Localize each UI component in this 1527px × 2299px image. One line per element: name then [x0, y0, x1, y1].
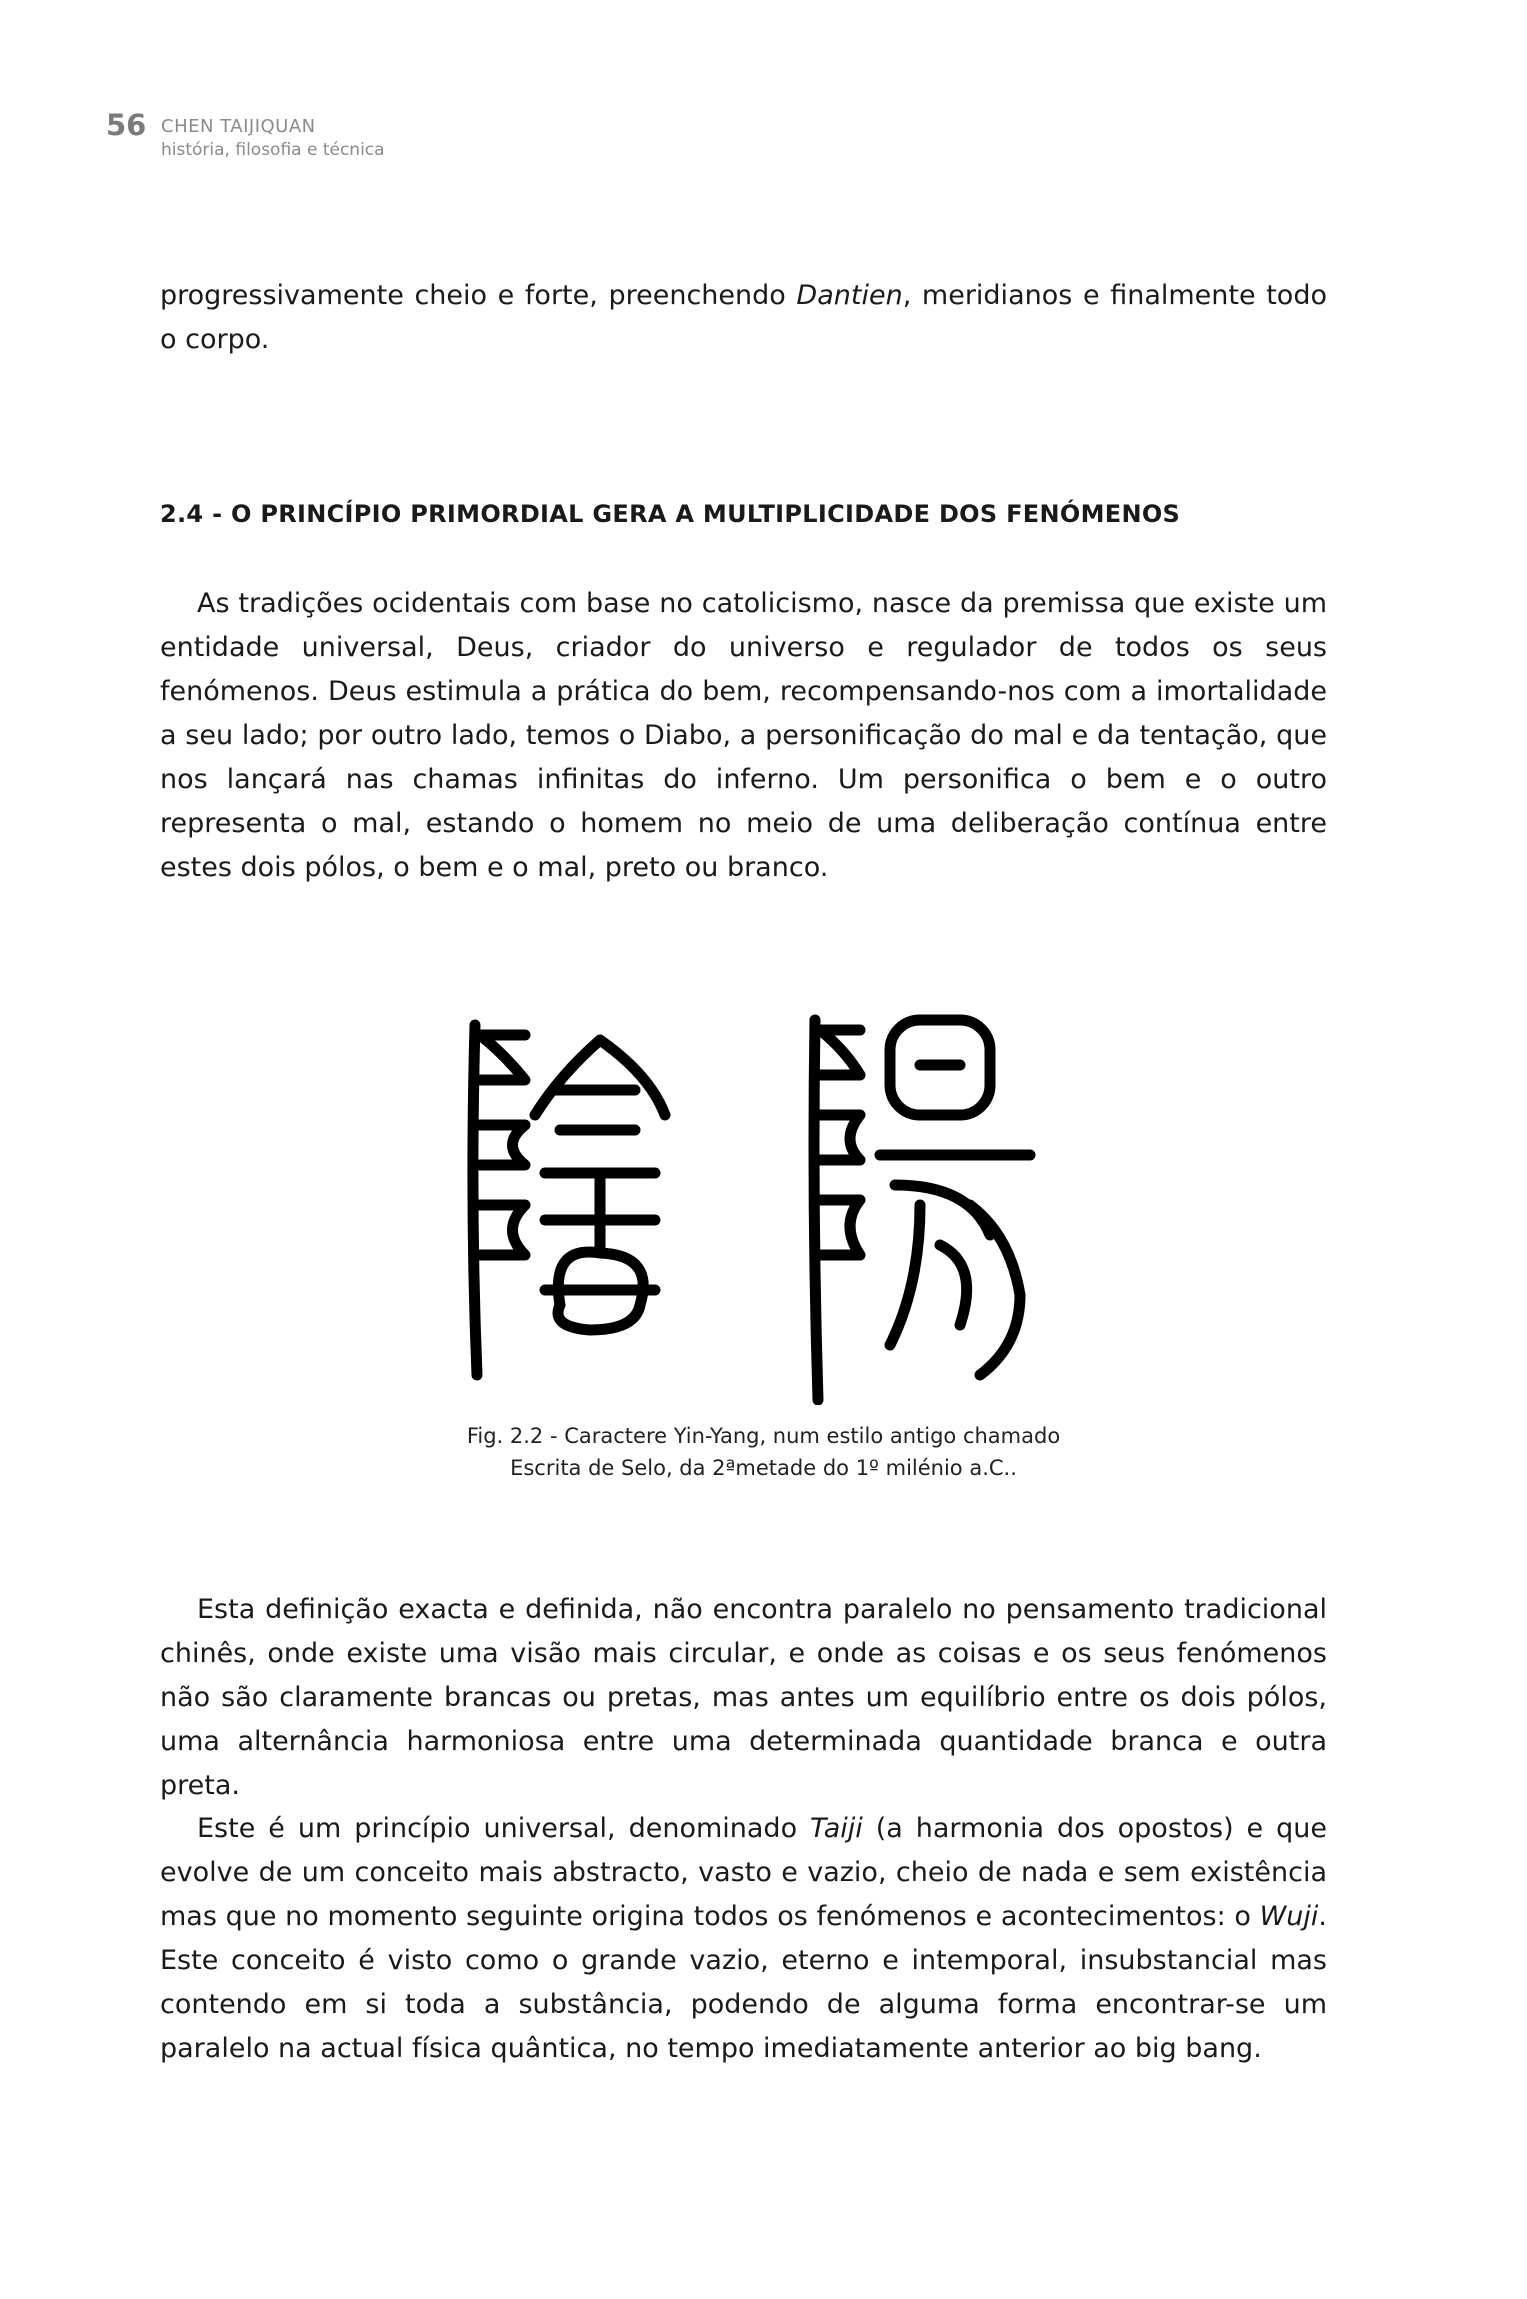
emphasis: Dantien: [796, 280, 903, 311]
emphasis: Wuji: [1259, 1901, 1319, 1932]
book-title: CHEN TAIJIQUAN: [161, 116, 316, 137]
yang-character: [814, 1020, 1030, 1400]
text: , meridianos e finalmente todo o corpo.: [160, 280, 1327, 355]
paragraph: [160, 1807, 1327, 2071]
text: (a harmonia dos opostos) e que evolve de um conceito mais abstracto, vasto e vazio, cheio de nada e sem existência mas que no momento seguinte origina todos os fenómenos e acontecimentos: o: [160, 1813, 1327, 1932]
caption-line: Fig. 2.2 - Caractere Yin-Yang, num estilo antigo chamado: [466, 1424, 1061, 1448]
seal-script-yin-yang-figure: [450, 1005, 1070, 1405]
text: Este é um princípio universal, denominado: [197, 1813, 811, 1844]
yin-character: [473, 1025, 665, 1375]
paragraph: Esta definição exacta e definida, não encontra paralelo no pensamento tradicional chinês, onde existe uma visão mais circular, e onde as coisas e os seus fenómenos não são claramente brancas ou pretas, mas antes um equilíbrio entre os dois pólos, uma alternância harmoniosa entre uma determinada quantidade branca e outra preta.: [160, 1594, 1327, 1801]
emphasis: Taiji: [810, 1813, 863, 1844]
page-number: 56: [106, 108, 147, 142]
paragraph-continuation: [160, 274, 1327, 362]
paragraph: As tradições ocidentais com base no catolicismo, nasce da premissa que existe um entidade universal, Deus, criador do universo e regulador de todos os seus fenómenos. Deus estimula a prática do bem, recompensando-nos com a imortalidade a seu lado; por outro lado, temos o Diabo, a personificação do mal e da tentação, que nos lançará nas chamas infinitas do inferno. Um personifica o bem e o outro representa o mal, estando o homem no meio de uma deliberação contínua entre estes dois pólos, o bem e o mal, preto ou branco.: [160, 588, 1327, 883]
section-heading: 2.4 - O PRINCÍPIO PRIMORDIAL GERA A MULTIPLICIDADE DOS FENÓMENOS: [160, 500, 1181, 528]
caption-line: Escrita de Selo, da 2ªmetade do 1º milénio a.C..: [510, 1456, 1017, 1480]
figure-caption: [300, 1420, 1227, 1484]
text: . Este conceito é visto como o grande vazio, eterno e intemporal, insubstancial mas contendo em si toda a substância, podendo de alguma forma encontrar-se um paralelo na actual física quântica, no tempo imediatamente anterior ao big bang.: [160, 1901, 1327, 2064]
book-subtitle: história, filosofia e técnica: [161, 140, 385, 160]
text: progressivamente cheio e forte, preenchendo: [160, 280, 797, 311]
